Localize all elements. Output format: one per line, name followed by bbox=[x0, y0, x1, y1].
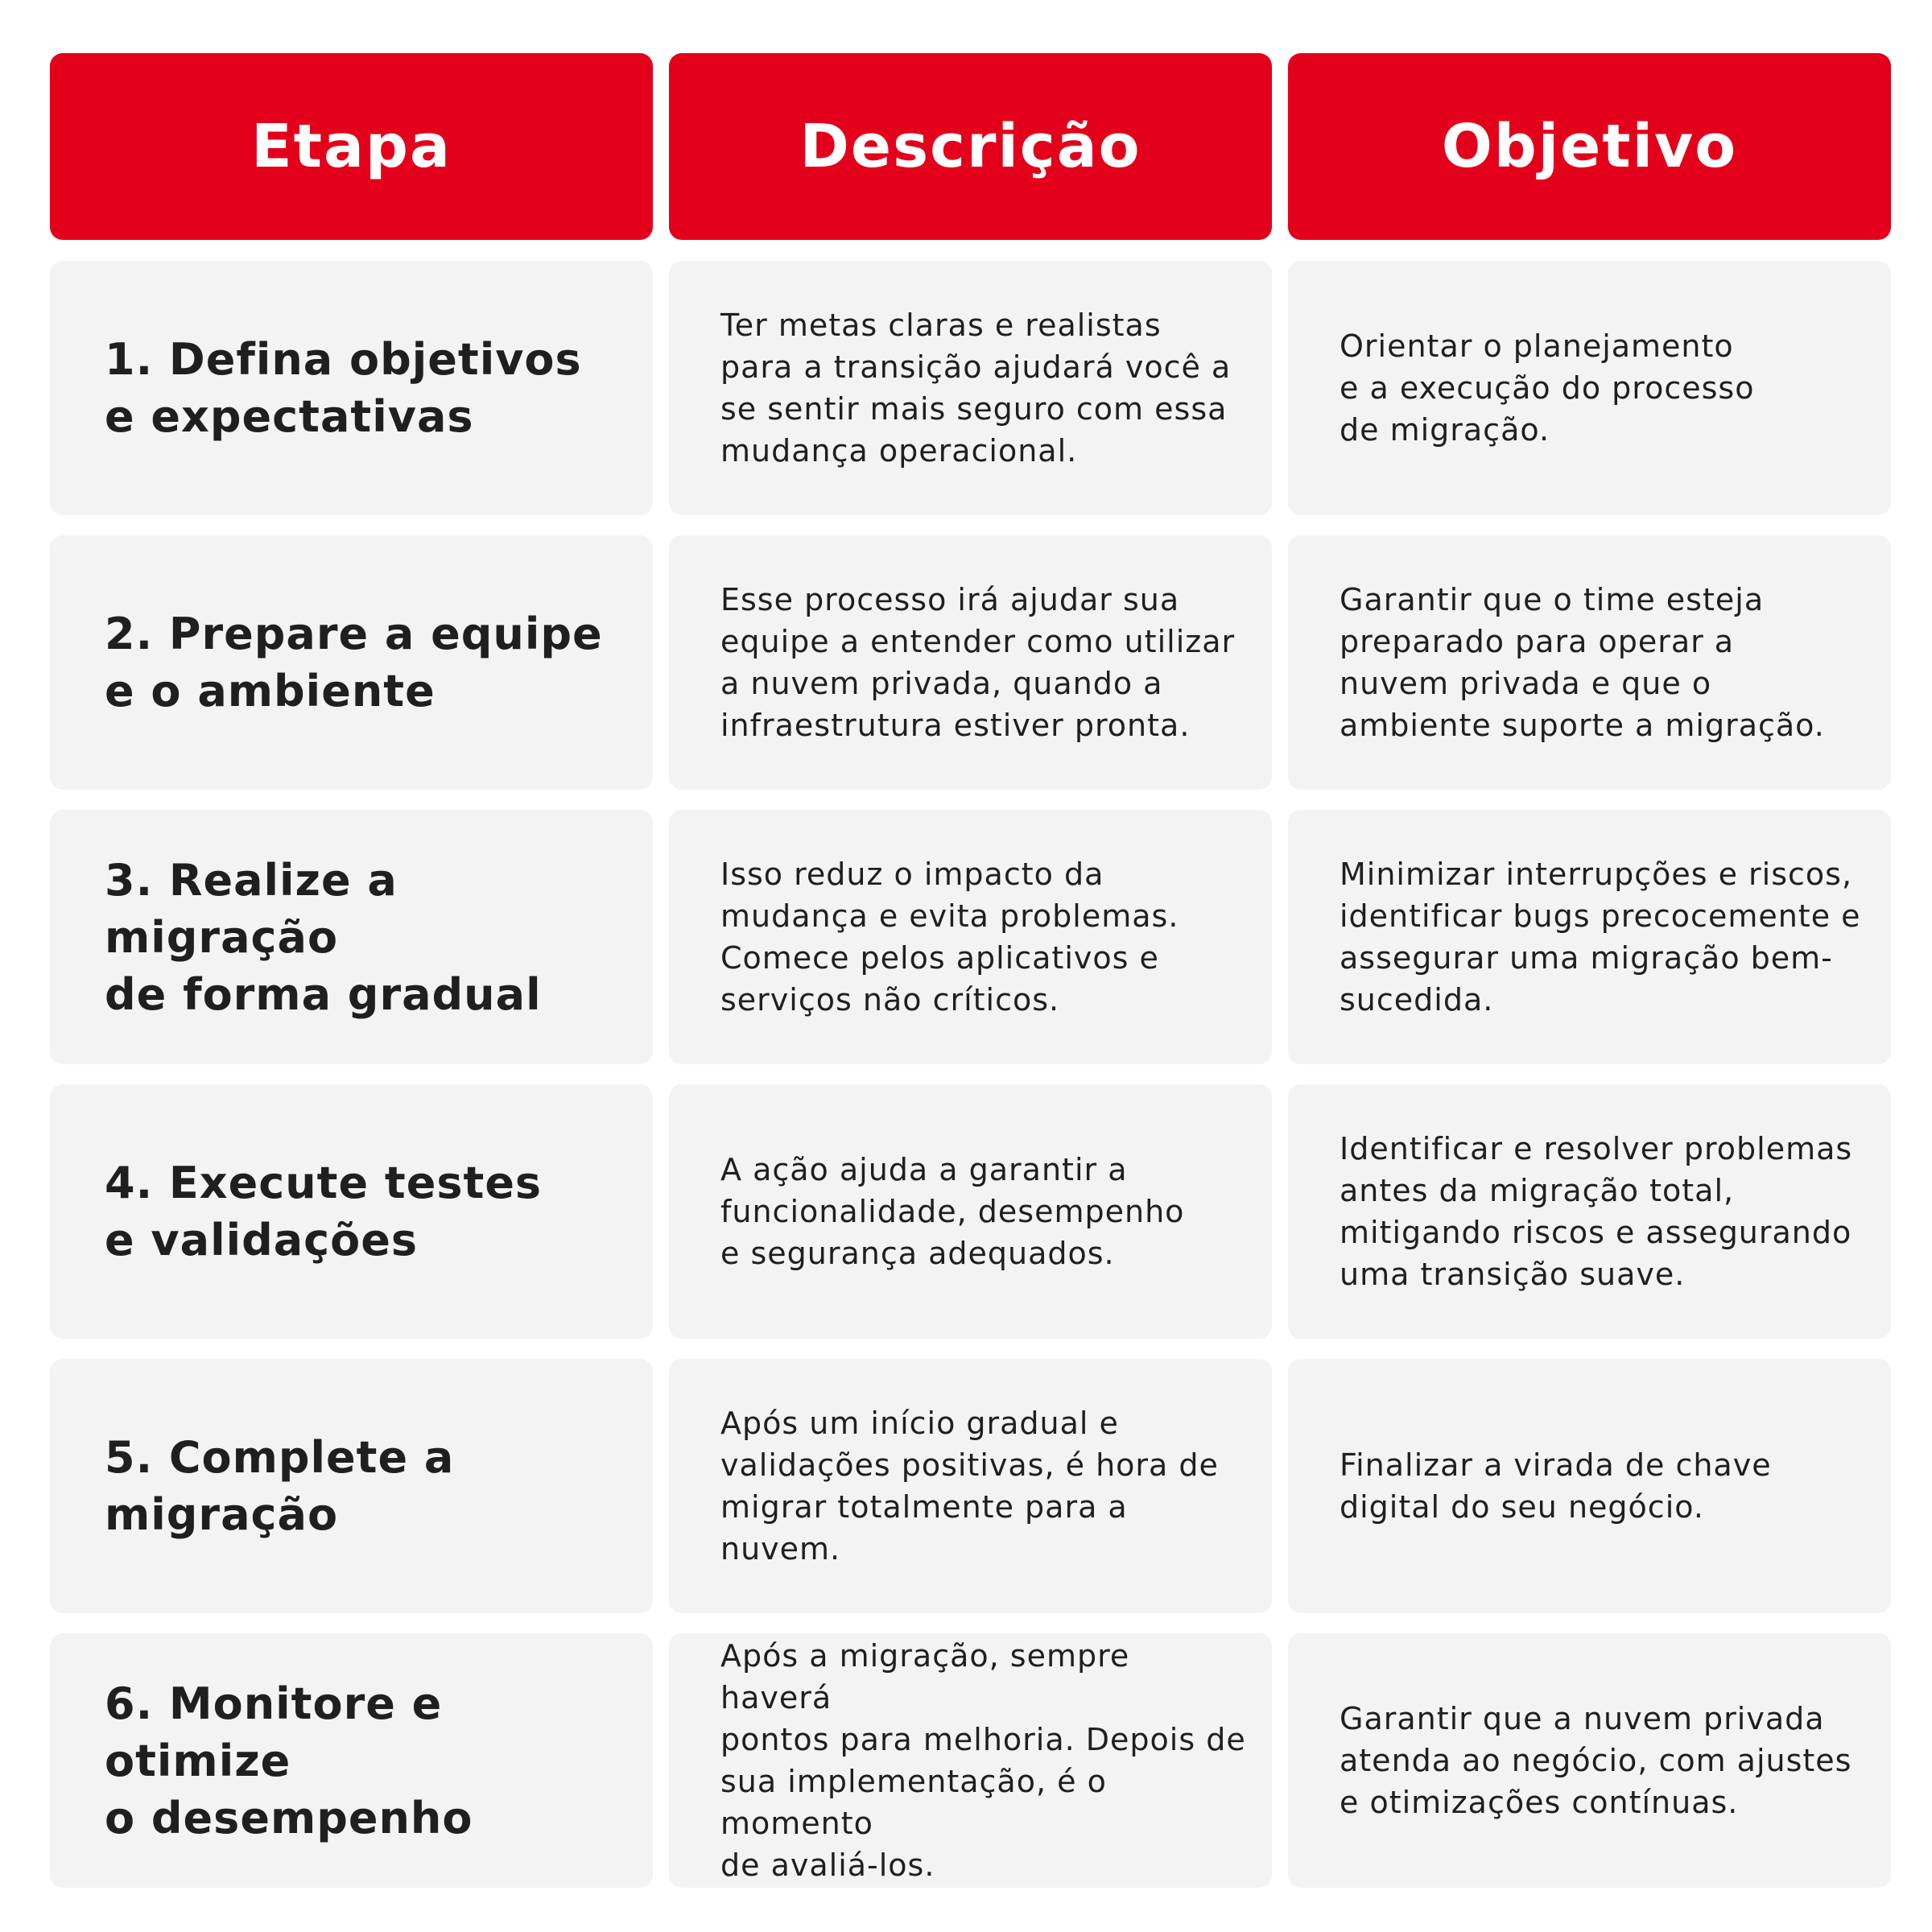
objective-cell bbox=[1288, 1359, 1891, 1613]
table-header bbox=[50, 53, 1892, 240]
description-cell bbox=[669, 261, 1272, 515]
objective-text: Minimizar interrupções e riscos, identificar bugs precocemente e assegurar uma migração bem- sucedida. bbox=[1340, 857, 1861, 1018]
objective-cell bbox=[1288, 1633, 1891, 1888]
column-header-objetivo: Objetivo bbox=[1288, 53, 1891, 240]
objective-text: Identificar e resolver problemas antes da migração total, mitigando riscos e assegurando uma transição suave. bbox=[1340, 1131, 1853, 1292]
objective-cell bbox=[1288, 810, 1891, 1064]
step-cell bbox=[50, 261, 653, 515]
description-cell bbox=[669, 1084, 1272, 1339]
description-text: A ação ajuda a garantir a funcionalidade, desempenho e segurança adequados. bbox=[720, 1152, 1185, 1271]
table-body bbox=[50, 261, 1892, 1888]
step-title: 3. Realize a migração de forma gradual bbox=[105, 854, 542, 1020]
objective-cell bbox=[1288, 1084, 1891, 1339]
description-cell bbox=[669, 1359, 1272, 1613]
objective-text: Garantir que o time esteja preparado para operar a nuvem privada e que o ambiente suporte a migração. bbox=[1340, 582, 1825, 743]
step-cell bbox=[50, 1359, 653, 1613]
column-header-descricao: Descrição bbox=[669, 53, 1272, 240]
step-title: 2. Prepare a equipe e o ambiente bbox=[105, 609, 603, 716]
objective-text: Orientar o planejamento e a execução do processo de migração. bbox=[1340, 328, 1755, 448]
step-title: 6. Monitore e otimize o desempenho bbox=[105, 1678, 473, 1843]
step-title: 1. Defina objetivos e expectativas bbox=[105, 334, 582, 442]
step-cell bbox=[50, 810, 653, 1064]
description-cell bbox=[669, 810, 1272, 1064]
objective-text: Finalizar a virada de chave digital do seu negócio. bbox=[1340, 1447, 1772, 1525]
description-text: Após um início gradual e validações positivas, é hora de migrar totalmente para a nuvem. bbox=[720, 1406, 1219, 1567]
description-text: Após a migração, sempre haverá pontos para melhoria. Depois de sua implementação, é o momento de avaliá-los. bbox=[720, 1638, 1246, 1883]
step-cell bbox=[50, 535, 653, 790]
description-text: Isso reduz o impacto da mudança e evita problemas. Comece pelos aplicativos e serviços não críticos. bbox=[720, 857, 1179, 1018]
description-text: Esse processo irá ajudar sua equipe a entender como utilizar a nuvem privada, quando a infraestrutura estiver pronta. bbox=[720, 582, 1236, 743]
step-title: 4. Execute testes e validações bbox=[105, 1158, 543, 1265]
step-cell bbox=[50, 1084, 653, 1339]
description-cell bbox=[669, 1633, 1272, 1888]
column-header-etapa: Etapa bbox=[50, 53, 653, 240]
step-title: 5. Complete a migração bbox=[105, 1432, 455, 1540]
objective-cell bbox=[1288, 261, 1891, 515]
objective-text: Garantir que a nuvem privada atenda ao negócio, com ajustes e otimizações contínuas. bbox=[1340, 1701, 1852, 1820]
step-cell bbox=[50, 1633, 653, 1888]
objective-cell bbox=[1288, 535, 1891, 790]
description-text: Ter metas claras e realistas para a transição ajudará você a se sentir mais seguro com essa mudança operacional. bbox=[720, 308, 1232, 469]
description-cell bbox=[669, 535, 1272, 790]
